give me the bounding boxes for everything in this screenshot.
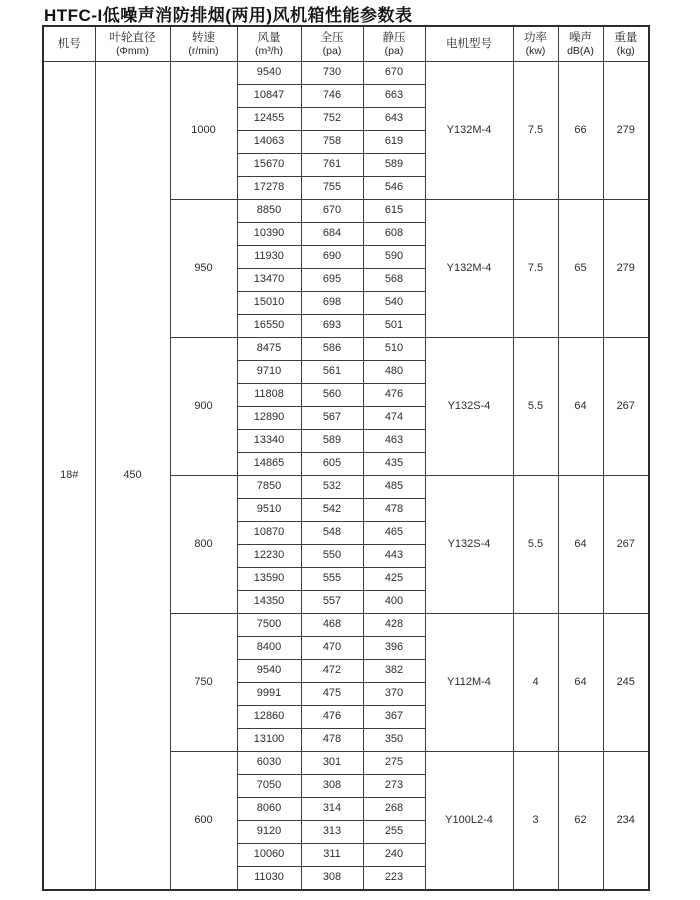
static-pressure-cell: 510 bbox=[363, 338, 425, 361]
static-pressure-cell: 367 bbox=[363, 706, 425, 729]
total-pressure-cell: 313 bbox=[301, 821, 363, 844]
static-pressure-cell: 240 bbox=[363, 844, 425, 867]
col-header-machine-no bbox=[43, 26, 95, 62]
flow-cell: 9510 bbox=[237, 499, 301, 522]
power-cell: 5.5 bbox=[513, 476, 558, 614]
flow-cell: 13470 bbox=[237, 269, 301, 292]
static-pressure-cell: 474 bbox=[363, 407, 425, 430]
static-pressure-cell: 255 bbox=[363, 821, 425, 844]
flow-cell: 11930 bbox=[237, 246, 301, 269]
static-pressure-cell: 485 bbox=[363, 476, 425, 499]
motor-model-cell: Y100L2-4 bbox=[425, 752, 513, 891]
total-pressure-cell: 308 bbox=[301, 775, 363, 798]
static-pressure-cell: 480 bbox=[363, 361, 425, 384]
col-header-speed bbox=[170, 26, 237, 62]
total-pressure-cell: 476 bbox=[301, 706, 363, 729]
total-pressure-cell: 586 bbox=[301, 338, 363, 361]
flow-cell: 11808 bbox=[237, 384, 301, 407]
flow-cell: 10847 bbox=[237, 85, 301, 108]
noise-cell: 64 bbox=[558, 338, 603, 476]
flow-cell: 17278 bbox=[237, 177, 301, 200]
static-pressure-cell: 428 bbox=[363, 614, 425, 637]
total-pressure-cell: 542 bbox=[301, 499, 363, 522]
total-pressure-cell: 301 bbox=[301, 752, 363, 775]
total-pressure-cell: 472 bbox=[301, 660, 363, 683]
flow-cell: 12860 bbox=[237, 706, 301, 729]
static-pressure-cell: 663 bbox=[363, 85, 425, 108]
total-pressure-cell: 548 bbox=[301, 522, 363, 545]
flow-cell: 9710 bbox=[237, 361, 301, 384]
weight-cell: 279 bbox=[603, 62, 649, 200]
flow-cell: 14063 bbox=[237, 131, 301, 154]
static-pressure-cell: 463 bbox=[363, 430, 425, 453]
col-header-impeller-diameter bbox=[95, 26, 170, 62]
flow-cell: 8850 bbox=[237, 200, 301, 223]
table-row bbox=[43, 62, 649, 85]
flow-cell: 15010 bbox=[237, 292, 301, 315]
flow-cell: 12455 bbox=[237, 108, 301, 131]
total-pressure-cell: 557 bbox=[301, 591, 363, 614]
flow-cell: 12230 bbox=[237, 545, 301, 568]
flow-cell: 9991 bbox=[237, 683, 301, 706]
header-unit: (pa) bbox=[384, 45, 404, 58]
static-pressure-cell: 435 bbox=[363, 453, 425, 476]
noise-cell: 66 bbox=[558, 62, 603, 200]
col-header-air-flow bbox=[237, 26, 301, 62]
static-pressure-cell: 396 bbox=[363, 637, 425, 660]
flow-cell: 10060 bbox=[237, 844, 301, 867]
power-cell: 3 bbox=[513, 752, 558, 891]
header-label: 叶轮直径 bbox=[109, 31, 156, 44]
total-pressure-cell: 695 bbox=[301, 269, 363, 292]
motor-model-cell: Y132S-4 bbox=[425, 338, 513, 476]
static-pressure-cell: 608 bbox=[363, 223, 425, 246]
motor-model-cell: Y112M-4 bbox=[425, 614, 513, 752]
total-pressure-cell: 555 bbox=[301, 568, 363, 591]
speed-cell: 800 bbox=[170, 476, 237, 614]
power-cell: 7.5 bbox=[513, 62, 558, 200]
noise-cell: 65 bbox=[558, 200, 603, 338]
header-label: 静压 bbox=[382, 31, 406, 44]
header-unit: (pa) bbox=[322, 45, 342, 58]
impeller-diameter-cell: 450 bbox=[95, 62, 170, 891]
machine-no-cell: 18# bbox=[43, 62, 95, 891]
page-title: HTFC-I低噪声消防排烟(两用)风机箱性能参数表 bbox=[44, 6, 413, 25]
flow-cell: 13340 bbox=[237, 430, 301, 453]
total-pressure-cell: 746 bbox=[301, 85, 363, 108]
col-header-motor-model bbox=[425, 26, 513, 62]
header-label: 重量 bbox=[614, 31, 638, 44]
noise-cell: 62 bbox=[558, 752, 603, 891]
total-pressure-cell: 755 bbox=[301, 177, 363, 200]
col-header-weight bbox=[603, 26, 649, 62]
weight-cell: 234 bbox=[603, 752, 649, 891]
flow-cell: 7050 bbox=[237, 775, 301, 798]
flow-cell: 15670 bbox=[237, 154, 301, 177]
motor-model-cell: Y132S-4 bbox=[425, 476, 513, 614]
flow-cell: 9120 bbox=[237, 821, 301, 844]
flow-cell: 9540 bbox=[237, 62, 301, 85]
static-pressure-cell: 568 bbox=[363, 269, 425, 292]
total-pressure-cell: 561 bbox=[301, 361, 363, 384]
power-cell: 7.5 bbox=[513, 200, 558, 338]
total-pressure-cell: 758 bbox=[301, 131, 363, 154]
col-header-noise bbox=[558, 26, 603, 62]
power-cell: 4 bbox=[513, 614, 558, 752]
header-row bbox=[43, 26, 649, 62]
static-pressure-cell: 273 bbox=[363, 775, 425, 798]
static-pressure-cell: 615 bbox=[363, 200, 425, 223]
static-pressure-cell: 425 bbox=[363, 568, 425, 591]
static-pressure-cell: 589 bbox=[363, 154, 425, 177]
static-pressure-cell: 443 bbox=[363, 545, 425, 568]
total-pressure-cell: 468 bbox=[301, 614, 363, 637]
total-pressure-cell: 478 bbox=[301, 729, 363, 752]
flow-cell: 12890 bbox=[237, 407, 301, 430]
header-unit: (kg) bbox=[616, 45, 635, 58]
total-pressure-cell: 690 bbox=[301, 246, 363, 269]
total-pressure-cell: 550 bbox=[301, 545, 363, 568]
static-pressure-cell: 540 bbox=[363, 292, 425, 315]
flow-cell: 13590 bbox=[237, 568, 301, 591]
weight-cell: 279 bbox=[603, 200, 649, 338]
static-pressure-cell: 546 bbox=[363, 177, 425, 200]
header-label: 风量 bbox=[257, 31, 281, 44]
speed-cell: 750 bbox=[170, 614, 237, 752]
total-pressure-cell: 605 bbox=[301, 453, 363, 476]
power-cell: 5.5 bbox=[513, 338, 558, 476]
header-unit: (kw) bbox=[525, 45, 546, 58]
flow-cell: 10870 bbox=[237, 522, 301, 545]
header-label: 全压 bbox=[320, 31, 344, 44]
header-label: 机号 bbox=[57, 37, 81, 50]
static-pressure-cell: 275 bbox=[363, 752, 425, 775]
flow-cell: 11030 bbox=[237, 867, 301, 891]
col-header-total-pressure bbox=[301, 26, 363, 62]
flow-cell: 7850 bbox=[237, 476, 301, 499]
total-pressure-cell: 308 bbox=[301, 867, 363, 891]
weight-cell: 267 bbox=[603, 476, 649, 614]
header-label: 电机型号 bbox=[446, 37, 492, 50]
total-pressure-cell: 684 bbox=[301, 223, 363, 246]
header-label: 转速 bbox=[192, 31, 215, 44]
header-unit: (Φmm) bbox=[116, 45, 149, 58]
flow-cell: 7500 bbox=[237, 614, 301, 637]
speed-cell: 600 bbox=[170, 752, 237, 891]
header-label: 功率 bbox=[524, 31, 547, 44]
flow-cell: 8475 bbox=[237, 338, 301, 361]
static-pressure-cell: 501 bbox=[363, 315, 425, 338]
total-pressure-cell: 532 bbox=[301, 476, 363, 499]
header-unit: (r/min) bbox=[188, 45, 219, 58]
speed-cell: 950 bbox=[170, 200, 237, 338]
weight-cell: 267 bbox=[603, 338, 649, 476]
col-header-static-pressure bbox=[363, 26, 425, 62]
static-pressure-cell: 382 bbox=[363, 660, 425, 683]
static-pressure-cell: 619 bbox=[363, 131, 425, 154]
noise-cell: 64 bbox=[558, 476, 603, 614]
static-pressure-cell: 370 bbox=[363, 683, 425, 706]
total-pressure-cell: 698 bbox=[301, 292, 363, 315]
noise-cell: 64 bbox=[558, 614, 603, 752]
flow-cell: 8400 bbox=[237, 637, 301, 660]
total-pressure-cell: 693 bbox=[301, 315, 363, 338]
static-pressure-cell: 223 bbox=[363, 867, 425, 891]
weight-cell: 245 bbox=[603, 614, 649, 752]
total-pressure-cell: 670 bbox=[301, 200, 363, 223]
static-pressure-cell: 643 bbox=[363, 108, 425, 131]
static-pressure-cell: 590 bbox=[363, 246, 425, 269]
flow-cell: 10390 bbox=[237, 223, 301, 246]
flow-cell: 9540 bbox=[237, 660, 301, 683]
static-pressure-cell: 465 bbox=[363, 522, 425, 545]
total-pressure-cell: 730 bbox=[301, 62, 363, 85]
flow-cell: 6030 bbox=[237, 752, 301, 775]
flow-cell: 14350 bbox=[237, 591, 301, 614]
motor-model-cell: Y132M-4 bbox=[425, 200, 513, 338]
total-pressure-cell: 311 bbox=[301, 844, 363, 867]
total-pressure-cell: 761 bbox=[301, 154, 363, 177]
header-label: 噪声 bbox=[569, 31, 592, 44]
fan-performance-table bbox=[42, 25, 650, 891]
col-header-power bbox=[513, 26, 558, 62]
static-pressure-cell: 670 bbox=[363, 62, 425, 85]
static-pressure-cell: 268 bbox=[363, 798, 425, 821]
flow-cell: 16550 bbox=[237, 315, 301, 338]
motor-model-cell: Y132M-4 bbox=[425, 62, 513, 200]
total-pressure-cell: 470 bbox=[301, 637, 363, 660]
speed-cell: 900 bbox=[170, 338, 237, 476]
total-pressure-cell: 314 bbox=[301, 798, 363, 821]
total-pressure-cell: 560 bbox=[301, 384, 363, 407]
speed-cell: 1000 bbox=[170, 62, 237, 200]
static-pressure-cell: 350 bbox=[363, 729, 425, 752]
flow-cell: 13100 bbox=[237, 729, 301, 752]
total-pressure-cell: 567 bbox=[301, 407, 363, 430]
static-pressure-cell: 476 bbox=[363, 384, 425, 407]
flow-cell: 14865 bbox=[237, 453, 301, 476]
total-pressure-cell: 475 bbox=[301, 683, 363, 706]
header-unit: dB(A) bbox=[567, 45, 594, 58]
total-pressure-cell: 589 bbox=[301, 430, 363, 453]
total-pressure-cell: 752 bbox=[301, 108, 363, 131]
header-unit: (m³/h) bbox=[255, 45, 283, 58]
static-pressure-cell: 478 bbox=[363, 499, 425, 522]
static-pressure-cell: 400 bbox=[363, 591, 425, 614]
flow-cell: 8060 bbox=[237, 798, 301, 821]
